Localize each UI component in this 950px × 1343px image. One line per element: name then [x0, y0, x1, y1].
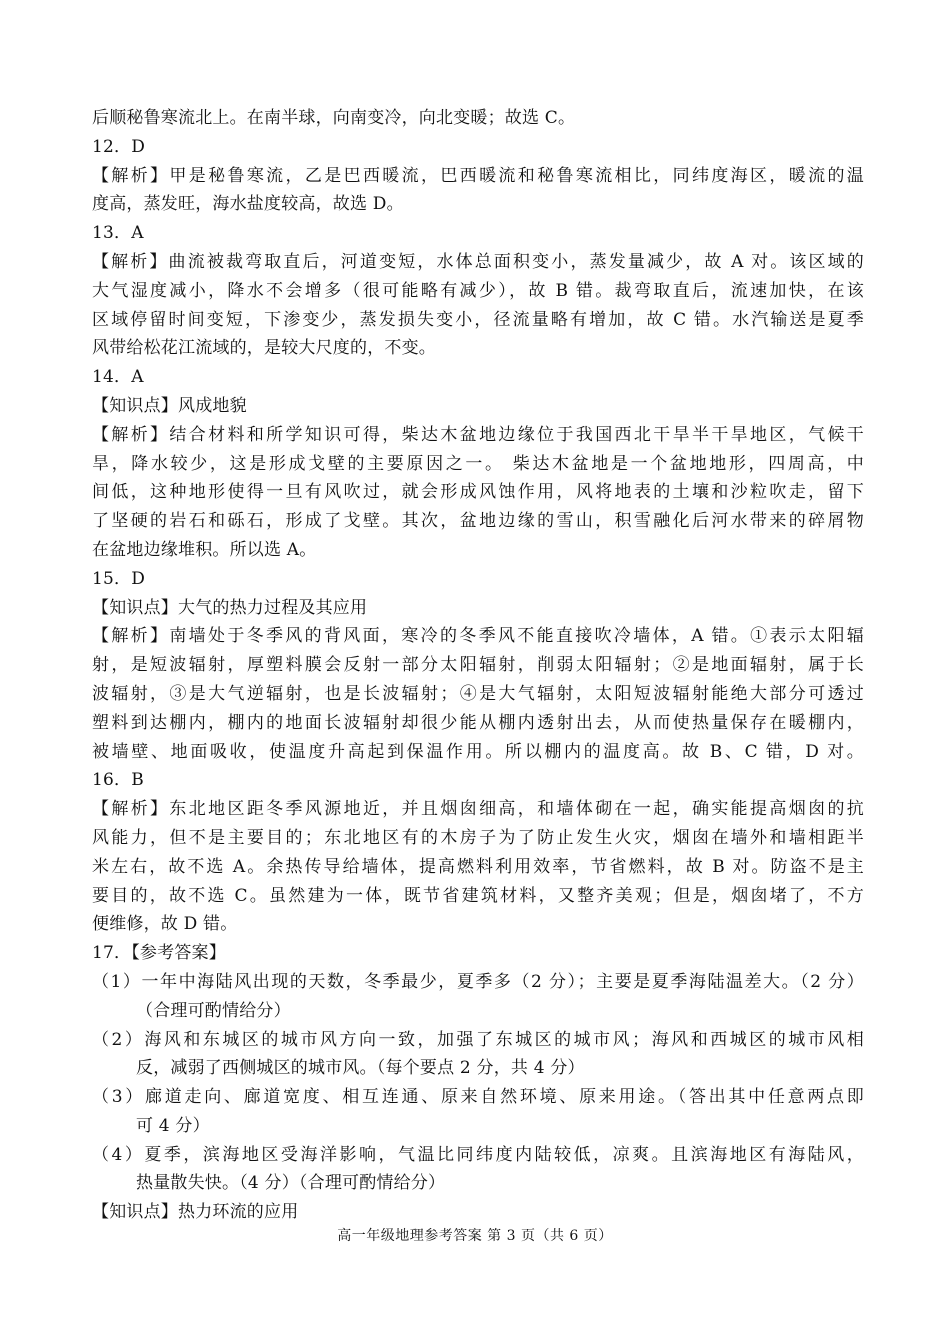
text-line: 12．D [92, 136, 146, 157]
text-line: 后顺秘鲁寒流北上。在南半球，向南变冷，向北变暖；故选 C。 [92, 108, 576, 128]
text-line: 风能力，但不是主要目的；东北地区有的木房子为了防止发生火灾，烟囱在墙外和墙相距半 [92, 827, 864, 848]
text-line: （4）夏季，滨海地区受海洋影响，气温比同纬度内陆较低，凉爽。且滨海地区有海陆风， [92, 1144, 864, 1165]
text-line: 塑料到达棚内，棚内的地面长波辐射却很少能从棚内透射出去，从而使热量保存在暖棚内， [92, 712, 864, 733]
text-line: 旱，降水较少，这是形成戈壁的主要原因之一。 柴达木盆地是一个盆地地形，四周高，中 [92, 453, 864, 474]
text-line: 可 4 分） [136, 1115, 210, 1136]
text-line: 【解析】东北地区距冬季风源地近，并且烟囱细高，和墙体砌在一起，确实能提高烟囱的抗 [92, 799, 864, 820]
text-line: 反，减弱了西侧城区的城市风。（每个要点 2 分，共 4 分） [136, 1058, 585, 1079]
text-line: 【知识点】大气的热力过程及其应用 [92, 597, 368, 618]
text-line: 【解析】结合材料和所学知识可得，柴达木盆地边缘位于我国西北干旱半干旱地区，气候干 [92, 424, 864, 445]
text-line: 热量散失快。（4 分）（合理可酌情给分） [136, 1173, 446, 1194]
text-line: 要目的，故不选 C。虽然建为一体，既节省建筑材料，又整齐美观；但是，烟囱堵了，不方 [92, 885, 864, 906]
text-line: （1）一年中海陆风出现的天数，冬季最少，夏季多（2 分）；主要是夏季海陆温差大。（2 分） [92, 971, 864, 992]
text-line: 13．A [92, 223, 144, 244]
text-line: 14．A [92, 367, 144, 388]
text-line: 区域停留时间变短，下渗变少，蒸发损失变小，径流量略有增加，故 C 错。水汽输送是夏季 [92, 309, 864, 330]
answer-page-body [92, 104, 864, 1227]
text-line: （2）海风和东城区的城市风方向一致，加强了东城区的城市风；海风和西城区的城市风相 [92, 1029, 864, 1050]
page-footer: 高一年级地理参考答案 第 3 页（共 6 页） [337, 1228, 613, 1244]
text-line: 【解析】曲流被裁弯取直后，河道变短，水体总面积变小，蒸发量减少，故 A 对。该区域的 [92, 251, 864, 272]
text-line: （3）廊道走向、廊道宽度、相互连通、原来自然环境、原来用途。（答出其中任意两点即 [92, 1087, 864, 1108]
text-line: 【解析】甲是秘鲁寒流，乙是巴西暖流，巴西暖流和秘鲁寒流相比，同纬度海区，暖流的温 [92, 165, 864, 186]
text-line: 便维修，故 D 错。 [92, 914, 238, 935]
text-line: 在盆地边缘堆积。所以选 A。 [92, 539, 317, 560]
text-line: 米左右，故不选 A。余热传导给墙体，提高燃料利用效率，节省燃料，故 B 对。防盗不是主 [92, 856, 864, 877]
text-line: 射，是短波辐射，厚塑料膜会反射一部分太阳辐射，削弱太阳辐射；②是地面辐射，属于长 [92, 655, 864, 676]
text-line: 17．【参考答案】 [92, 943, 226, 964]
text-line: 15．D [92, 568, 146, 589]
text-line: 大气湿度减小，降水不会增多（很可能略有减少），故 B 错。裁弯取直后，流速加快，在该 [92, 280, 864, 301]
text-line: 度高，蒸发旺，海水盐度较高，故选 D。 [92, 194, 404, 215]
text-line: 【知识点】热力环流的应用 [92, 1202, 299, 1223]
text-line: 波辐射，③是大气逆辐射，也是长波辐射；④是大气辐射，太阳短波辐射能绝大部分可透过 [92, 683, 864, 704]
text-line: 被墙壁、地面吸收，使温度升高起到保温作用。所以棚内的温度高。故 B、C 错，D 对。 [92, 741, 864, 762]
text-line: 风带给松花江流域的，是较大尺度的，不变。 [92, 338, 436, 359]
text-line: （合理可酌情给分） [136, 1000, 291, 1021]
text-line: 【解析】南墙处于冬季风的背风面，寒冷的冬季风不能直接吹冷墙体，A 错。①表示太阳辐 [92, 626, 864, 647]
text-line: 16．B [92, 770, 144, 791]
text-line: 间低，这种地形使得一旦有风吹过，就会形成风蚀作用，风将地表的土壤和沙粒吹走，留下 [92, 482, 864, 503]
text-line: 【知识点】风成地貌 [92, 395, 247, 416]
text-line: 了坚硬的岩石和砾石，形成了戈壁。其次，盆地边缘的雪山，积雪融化后河水带来的碎屑物 [92, 511, 864, 532]
